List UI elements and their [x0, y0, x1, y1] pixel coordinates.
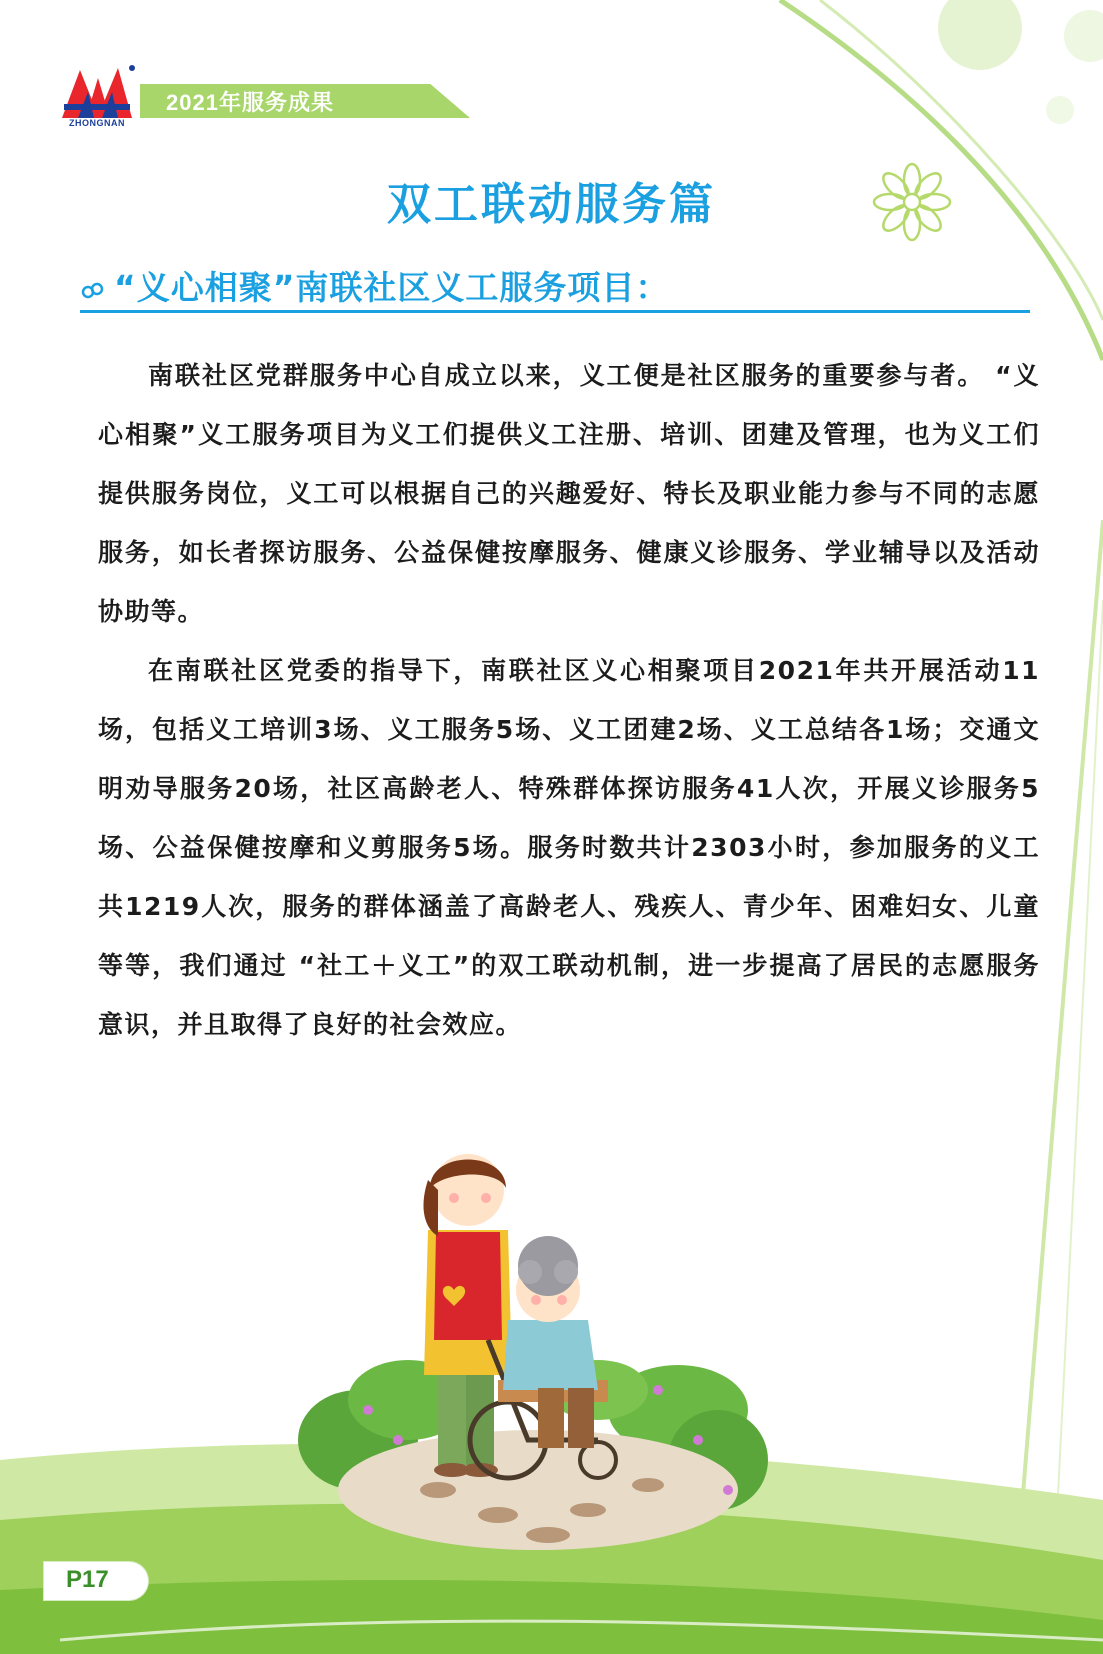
header-label: 2021年服务成果 — [166, 90, 334, 115]
page-number: P17 — [66, 1566, 109, 1593]
body-text — [98, 346, 1040, 1054]
section-heading: “义心相聚”南联社区义工服务项目： — [114, 268, 670, 307]
page-title: 双工联动服务篇 — [387, 179, 716, 230]
link-icon — [80, 280, 106, 300]
section-header — [80, 258, 1030, 313]
paragraph: 南联社区党群服务中心自成立以来，义工便是社区服务的重要参与者。 “义心相聚”义工服务项目为义工们提供义工注册、培训、团建及管理，也为义工们提供服务岗位，义工可以根据自己的兴趣爱好、特长及职业能力参与不同的志愿服务，如长者探访服务、公益保健按摩服务、健康义诊服务、学业辅导以及活动协助等。 — [98, 361, 1040, 626]
volunteer-illustration — [298, 1140, 768, 1560]
logo-text: ZHONGNAN — [69, 118, 125, 128]
paragraph: 在南联社区党委的指导下，南联社区义心相聚项目2021年共开展活动11场，包括义工培训3场、义工服务5场、义工团建2场、义工总结各1场；交通文明劝导服务20场，社区高龄老人、特殊群体探访服务41人次，开展义诊服务5场、公益保健按摩和义剪服务5场。服务时数共计2303小时，参加服务的义工共1219人次，服务的群体涵盖了高龄老人、残疾人、青少年、困难妇女、儿童等等，我们通过 “社工＋义工”的双工联动机制，进一步提高了居民的志愿服务意识，并且取得了良好的社会效应。 — [98, 656, 1040, 1039]
